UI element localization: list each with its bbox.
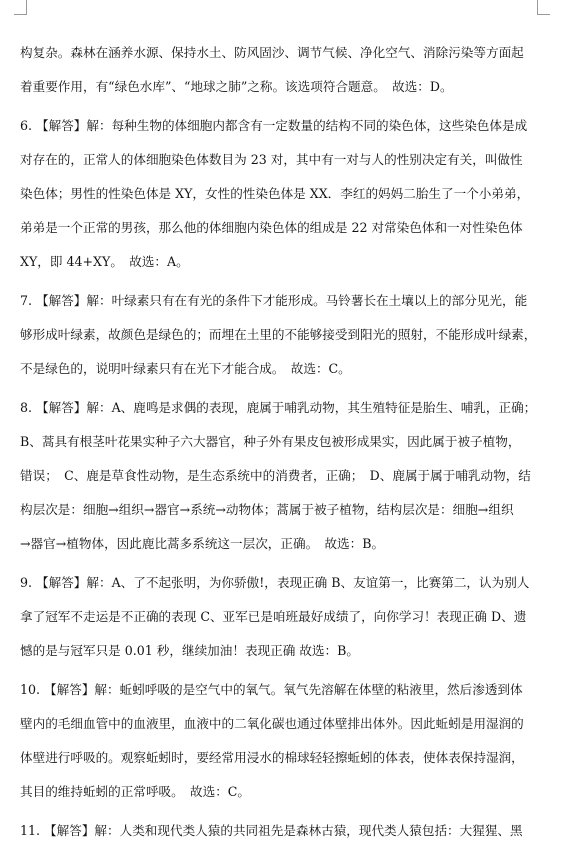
page-corner-mark-left xyxy=(14,0,27,15)
document-body xyxy=(20,36,540,853)
text-line: 憾的是与冠军只是 0.01 秒，继续加油！表现正确 故选：B。 xyxy=(20,643,359,658)
answer-paragraph-p6 xyxy=(20,109,540,279)
answer-paragraph-p7 xyxy=(20,284,540,386)
text-line: XY，即 44+XY。 故选：A。 xyxy=(20,254,189,269)
text-line: 弟弟是一个正常的男孩，那么他的体细胞内染色体的组成是 22 对常染色体和一对性染色体 xyxy=(20,220,523,235)
answer-paragraph-p8 xyxy=(20,391,540,561)
text-line: 染色体；男性的性染色体是 XY，女性的性染色体是 XX．李红的妈妈二胎生了一个小弟弟， xyxy=(20,186,530,201)
text-line: 够形成叶绿素，故颜色是绿色的；而埋在土里的不能够接受到阳光的照射，不能形成叶绿素， xyxy=(20,327,537,342)
text-line: 6. 【解答】解：每种生物的体细胞内都含有一定数量的结构不同的染色体，这些染色体是成 xyxy=(20,118,528,133)
answer-paragraph-p5 xyxy=(20,36,540,104)
text-line: 壁内的毛细血管中的血液里，血液中的二氧化碳也通过体壁排出体外。因此蚯蚓是用湿润的 xyxy=(20,716,524,731)
text-line: 其目的维持蚯蚓的正常呼吸。 故选：C。 xyxy=(20,784,251,799)
text-line: 对存在的，正常人的体细胞染色体数目为 23 对，其中有一对与人的性别决定有关，叫做性 xyxy=(20,152,523,167)
text-line: →器官→植物体，因此鹿比蒿多系统这一层次，正确。 故选：B。 xyxy=(20,536,385,551)
page-corner-mark-right xyxy=(537,0,550,15)
text-line: B、蒿具有根茎叶花果实种子六大器官，种子外有果皮包被形成果实，因此属于被子植物， xyxy=(20,434,521,449)
text-line: 构层次是：细胞→组织→器官→系统→动物体；蒿属于被子植物，结构层次是：细胞→组织 xyxy=(20,502,514,517)
text-line: 不是绿色的，说明叶绿素只有在光下才能合成。 故选：C。 xyxy=(20,361,351,376)
text-line: 11. 【解答】解：人类和现代类人猿的共同祖先是森林古猿，现代类人猿包括：大猩猩、黑 xyxy=(20,823,523,838)
text-line: 拿了冠军不走运是不正确的表现 C、亚军已是咱班最好成绩了，向你学习！表现正确 D、遗 xyxy=(20,609,527,624)
text-line: 8. 【解答】解：A、鹿鸣是求偶的表现，鹿属于哺乳动物，其生殖特征是胎生、哺乳，正确； xyxy=(20,400,537,415)
answer-paragraph-p10 xyxy=(20,673,540,809)
answer-paragraph-p11 xyxy=(20,814,540,848)
text-line: 错误； C、鹿是草食性动物，是生态系统中的消费者，正确； D、鹿属于属于哺乳动物，结 xyxy=(20,468,531,483)
text-line: 着重要作用，有“绿色水库”、“地球之肺”之称。该选项符合题意。 故选：D。 xyxy=(20,79,453,94)
text-line: 构复杂。森林在涵养水源、保持水土、防风固沙、调节气候、净化空气、消除污染等方面起 xyxy=(20,45,524,60)
text-line: 10. 【解答】解：蚯蚓呼吸的是空气中的氧气。氧气先溶解在体壁的粘液里，然后渗透到体 xyxy=(20,682,523,697)
text-line: 9. 【解答】解：A、了不起张明，为你骄傲!，表现正确 B、友谊第一，比赛第二，认为别人 xyxy=(20,575,530,590)
text-line: 体壁进行呼吸的。观察蚯蚓时，要经常用浸水的棉球轻轻擦蚯蚓的体表，使体表保持湿润， xyxy=(20,750,524,765)
text-line: 7. 【解答】解：叶绿素只有在有光的条件下才能形成。马铃薯长在土壤以上的部分见光，能 xyxy=(20,293,528,308)
answer-paragraph-p9 xyxy=(20,566,540,668)
